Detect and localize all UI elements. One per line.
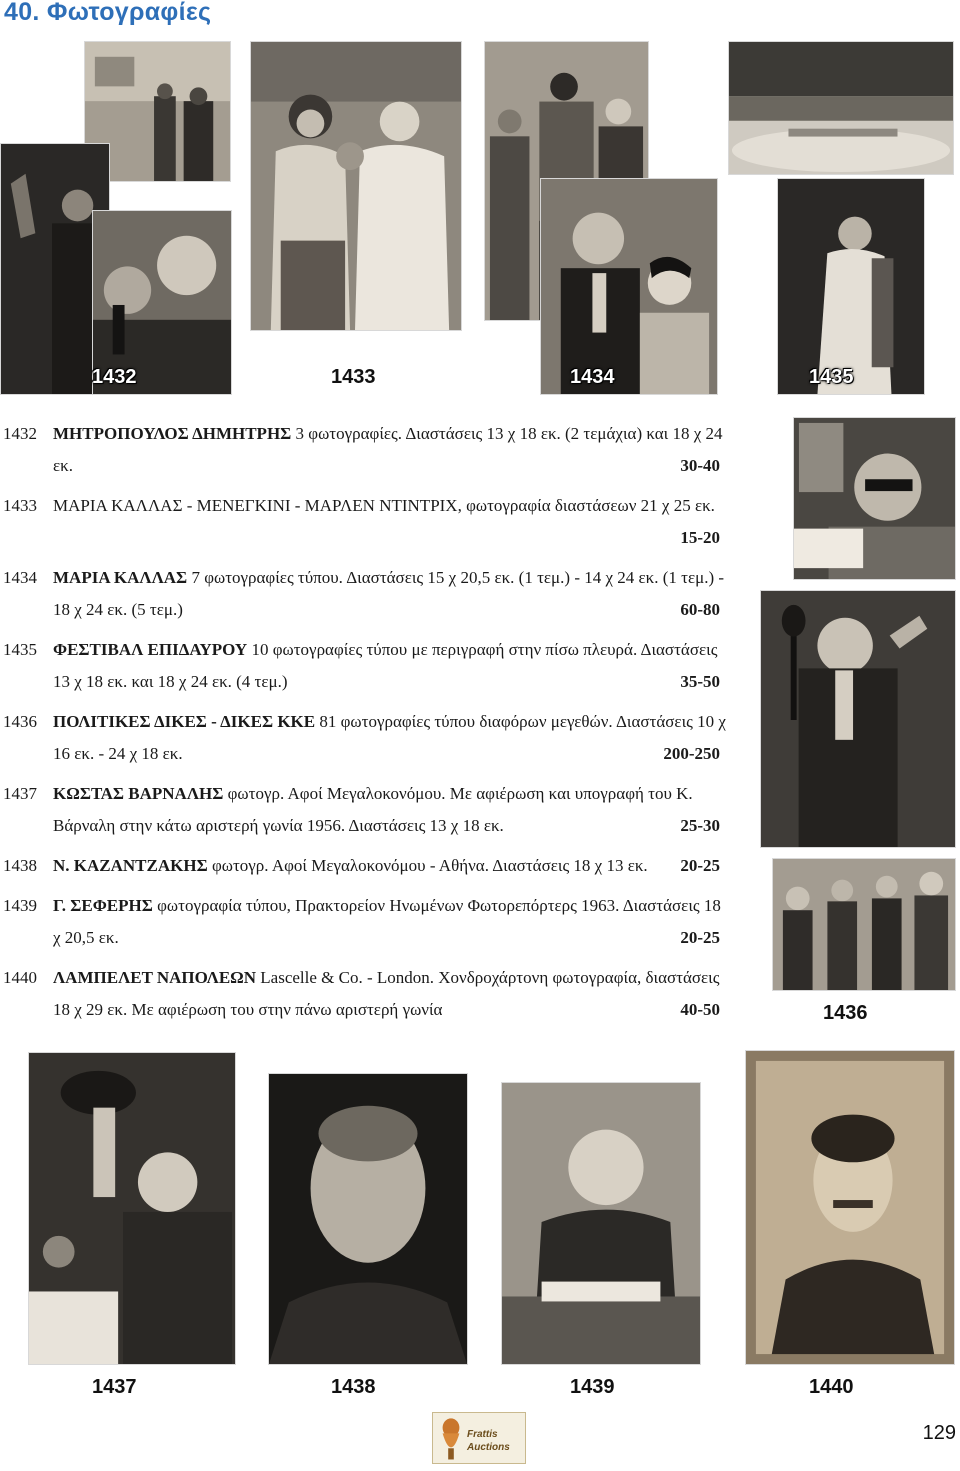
lot-name: ΛΑΜΠΕΛΕΤ ΝΑΠΟΛΕΩΝ [53, 968, 257, 987]
lot-name: ΠΟΛΙΤΙΚΕΣ ΔΙΚΕΣ - ΔΙΚΕΣ ΚΚΕ [53, 712, 316, 731]
logo-line-2: Auctions [467, 1442, 510, 1453]
lot-label-1435: 1435 [809, 366, 854, 388]
photo-1435-theatre [728, 41, 954, 175]
lot-name: Γ. ΣΕΦΕΡΗΣ [53, 896, 153, 915]
lot-price: 35-50 [680, 672, 720, 691]
lot-number: 1440 [3, 968, 37, 987]
lot-name: ΚΩΣΤΑΣ ΒΑΡΝΑΛΗΣ [53, 784, 224, 803]
lot-number: 1437 [3, 784, 37, 803]
lot-number: 1439 [3, 896, 37, 915]
lot-label-1440: 1440 [809, 1376, 854, 1398]
lot-description: 7 φωτογραφίες τύπου. Διαστάσεις 15 χ 20,5 εκ. (1 τεμ.) - 14 χ 24 εκ. (1 τεμ.) - 18 χ 24 εκ. (5 τεμ.) [53, 568, 725, 619]
lot-label-1439: 1439 [570, 1376, 615, 1398]
lot-name: ΜΑΡΙΑ ΚΑΛΛΑΣ [53, 568, 188, 587]
lot-listing [0, 418, 730, 1034]
auction-house-logo [432, 1412, 526, 1464]
logo-line-1: Frattis [467, 1429, 498, 1440]
lot-number: 1438 [3, 856, 37, 875]
lot-label-1433: 1433 [331, 366, 376, 388]
lot-description: 81 φωτογραφίες τύπου διαφόρων μεγεθών. Διαστάσεις 10 χ 16 εκ. - 24 χ 18 εκ. [53, 712, 726, 763]
lot-number: 1436 [3, 712, 37, 731]
photo-1437 [28, 1052, 236, 1365]
lot-entry-1437 [0, 778, 730, 842]
lot-label-1434: 1434 [570, 366, 615, 388]
page-title: 40. Φωτογραφίες [4, 0, 212, 26]
lot-price: 15-20 [680, 528, 720, 547]
lot-description: φωτογραφία τύπου, Πρακτορείον Ηνωμένων Φωτορεπόρτερς 1963. Διαστάσεις 18 χ 20,5 εκ. [53, 896, 721, 947]
lot-description: ΜΑΡΙΑ ΚΑΛΛΑΣ - ΜΕΝΕΓΚΙΝΙ - ΜΑΡΛΕΝ ΝΤΙΝΤΡΙΧ, φωτογραφία διαστάσεων 21 χ 25 εκ. [53, 496, 715, 515]
lot-entry-1436 [0, 706, 730, 770]
lot-entry-1433 [0, 490, 730, 554]
lot-price: 30-40 [680, 456, 720, 475]
lot-name: ΦΕΣΤΙΒΑΛ ΕΠΙΔΑΥΡΟΥ [53, 640, 248, 659]
photo-1436-group [772, 858, 956, 991]
page-number: 129 [922, 1422, 956, 1444]
lot-number: 1434 [3, 568, 37, 587]
lot-name: Ν. ΚΑΖΑΝΤΖΑΚΗΣ [53, 856, 208, 875]
lot-entry-1432 [0, 418, 730, 482]
lot-entry-1438 [0, 850, 730, 882]
lot-entry-1434 [0, 562, 730, 626]
lot-label-1438: 1438 [331, 1376, 376, 1398]
photo-1436-speaker [760, 590, 956, 848]
lot-number: 1432 [3, 424, 37, 443]
lot-label-1436: 1436 [823, 1002, 868, 1024]
lot-description: 3 φωτογραφίες. Διαστάσεις 13 χ 18 εκ. (2 τεμάχια) και 18 χ 24 εκ. [53, 424, 723, 475]
lot-number: 1433 [3, 496, 37, 515]
lot-label-1437: 1437 [92, 1376, 137, 1398]
photo-1440 [745, 1050, 955, 1365]
lot-label-1432: 1432 [92, 366, 137, 388]
lot-entry-1435 [0, 634, 730, 698]
lot-number: 1435 [3, 640, 37, 659]
lot-price: 25-30 [680, 816, 720, 835]
lot-price: 200-250 [663, 744, 720, 763]
lot-price: 40-50 [680, 1000, 720, 1019]
lot-entry-1440 [0, 962, 730, 1026]
lot-price: 60-80 [680, 600, 720, 619]
lot-description: 10 φωτογραφίες τύπου με περιγραφή στην πίσω πλευρά. Διαστάσεις 13 χ 18 εκ. και 18 χ 24 εκ. (4 τεμ.) [53, 640, 718, 691]
lot-description: φωτογρ. Αφοί Μεγαλοκονόμου. Με αφιέρωση και υπογραφή του Κ. Βάρναλη στην κάτω αριστερή γωνία 1956. Διαστάσεις 13 χ 18 εκ. [53, 784, 693, 835]
photo-1436-general [793, 417, 956, 580]
photo-1435-actress [777, 178, 925, 395]
photo-1434-portrait [540, 178, 718, 395]
lot-description: φωτογρ. Αφοί Μεγαλοκονόμου - Αθήνα. Διαστάσεις 18 χ 13 εκ. [207, 856, 648, 875]
lot-entry-1439 [0, 890, 730, 954]
lot-name: ΜΗΤΡΟΠΟΥΛΟΣ ΔΗΜΗΤΡΗΣ [53, 424, 292, 443]
photo-1438 [268, 1073, 468, 1365]
lot-description: Lascelle & Co. - London. Χονδροχάρτονη φωτογραφία, διαστάσεις 18 χ 29 εκ. Με αφιέρωση του στην πάνω αριστερή γωνία [53, 968, 720, 1019]
lot-price: 20-25 [680, 856, 720, 875]
photo-1433 [250, 41, 462, 331]
photo-1439 [501, 1082, 701, 1365]
lot-price: 20-25 [680, 928, 720, 947]
